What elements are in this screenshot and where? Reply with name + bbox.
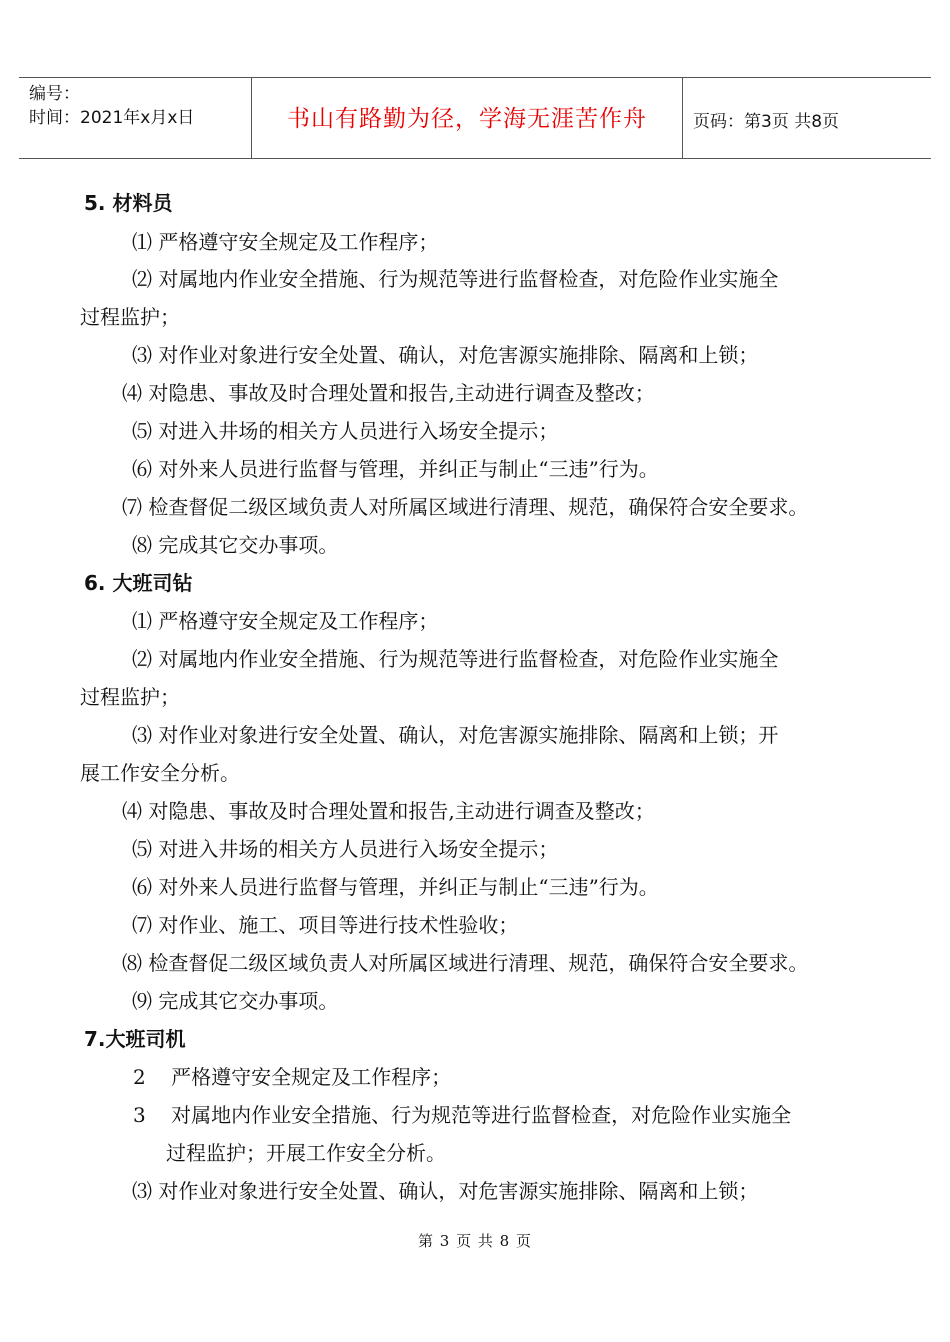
list-item: ⑷ 对隐患、事故及时合理处置和报告,主动进行调查及整改； <box>122 799 655 823</box>
list-item: ⑵ 对属地内作业安全措施、行为规范等进行监督检查，对危险作业实施全 <box>132 267 779 291</box>
list-item: ⑻ 完成其它交办事项。 <box>132 533 339 557</box>
list-item: 3 对属地内作业安全措施、行为规范等进行监督检查，对危险作业实施全 <box>133 1103 792 1127</box>
list-item: ⑺ 对作业、施工、项目等进行技术性验收； <box>132 913 519 937</box>
page-footer: 第 3 页 共 8 页 <box>418 1232 532 1250</box>
list-item: 2 严格遵守安全规定及工作程序； <box>133 1065 452 1089</box>
list-item: ⑹ 对外来人员进行监督与管理，并纠正与制止“三违”行为。 <box>132 875 659 899</box>
list-item: ⑺ 检查督促二级区域负责人对所属区域进行清理、规范，确保符合安全要求。 <box>122 495 809 519</box>
document-time-label: 时间：2021年x月x日 <box>29 108 195 128</box>
list-item: ⑶ 对作业对象进行安全处置、确认，对危害源实施排除、隔离和上锁； <box>132 343 759 367</box>
list-item: ⑹ 对外来人员进行监督与管理，并纠正与制止“三违”行为。 <box>132 457 659 481</box>
section-heading: 6. 大班司钻 <box>84 571 193 595</box>
list-item: ⑵ 对属地内作业安全措施、行为规范等进行监督检查，对危险作业实施全 <box>132 647 779 671</box>
list-item: ⑶ 对作业对象进行安全处置、确认，对危害源实施排除、隔离和上锁； <box>132 1179 759 1203</box>
page-header <box>19 77 931 159</box>
list-item: ⑻ 检查督促二级区域负责人对所属区域进行清理、规范，确保符合安全要求。 <box>122 951 809 975</box>
list-item-continuation: 过程监护； <box>80 685 180 709</box>
list-item-continuation: 展工作安全分析。 <box>80 761 240 785</box>
header-motto: 书山有路勤为径，学海无涯苦作舟 <box>287 106 647 132</box>
list-item-continuation: 过程监护； <box>80 305 180 329</box>
section-heading: 5. 材料员 <box>84 191 173 215</box>
list-item-continuation: 过程监护；开展工作安全分析。 <box>166 1141 446 1165</box>
list-item: ⑴ 严格遵守安全规定及工作程序； <box>132 609 439 633</box>
list-item: ⑸ 对进入井场的相关方人员进行入场安全提示； <box>132 419 559 443</box>
document-number-label: 编号： <box>29 84 80 104</box>
section-heading: 7.大班司机 <box>84 1027 186 1051</box>
list-item: ⑸ 对进入井场的相关方人员进行入场安全提示； <box>132 837 559 861</box>
list-item: ⑴ 严格遵守安全规定及工作程序； <box>132 230 439 254</box>
list-item: ⑷ 对隐患、事故及时合理处置和报告,主动进行调查及整改； <box>122 381 655 405</box>
header-page-info: 页码：第3页 共8页 <box>693 112 840 132</box>
header-left <box>29 82 194 130</box>
header-divider <box>682 78 683 158</box>
list-item: ⑶ 对作业对象进行安全处置、确认，对危害源实施排除、隔离和上锁；开 <box>132 723 779 747</box>
list-item: ⑼ 完成其它交办事项。 <box>132 989 339 1013</box>
